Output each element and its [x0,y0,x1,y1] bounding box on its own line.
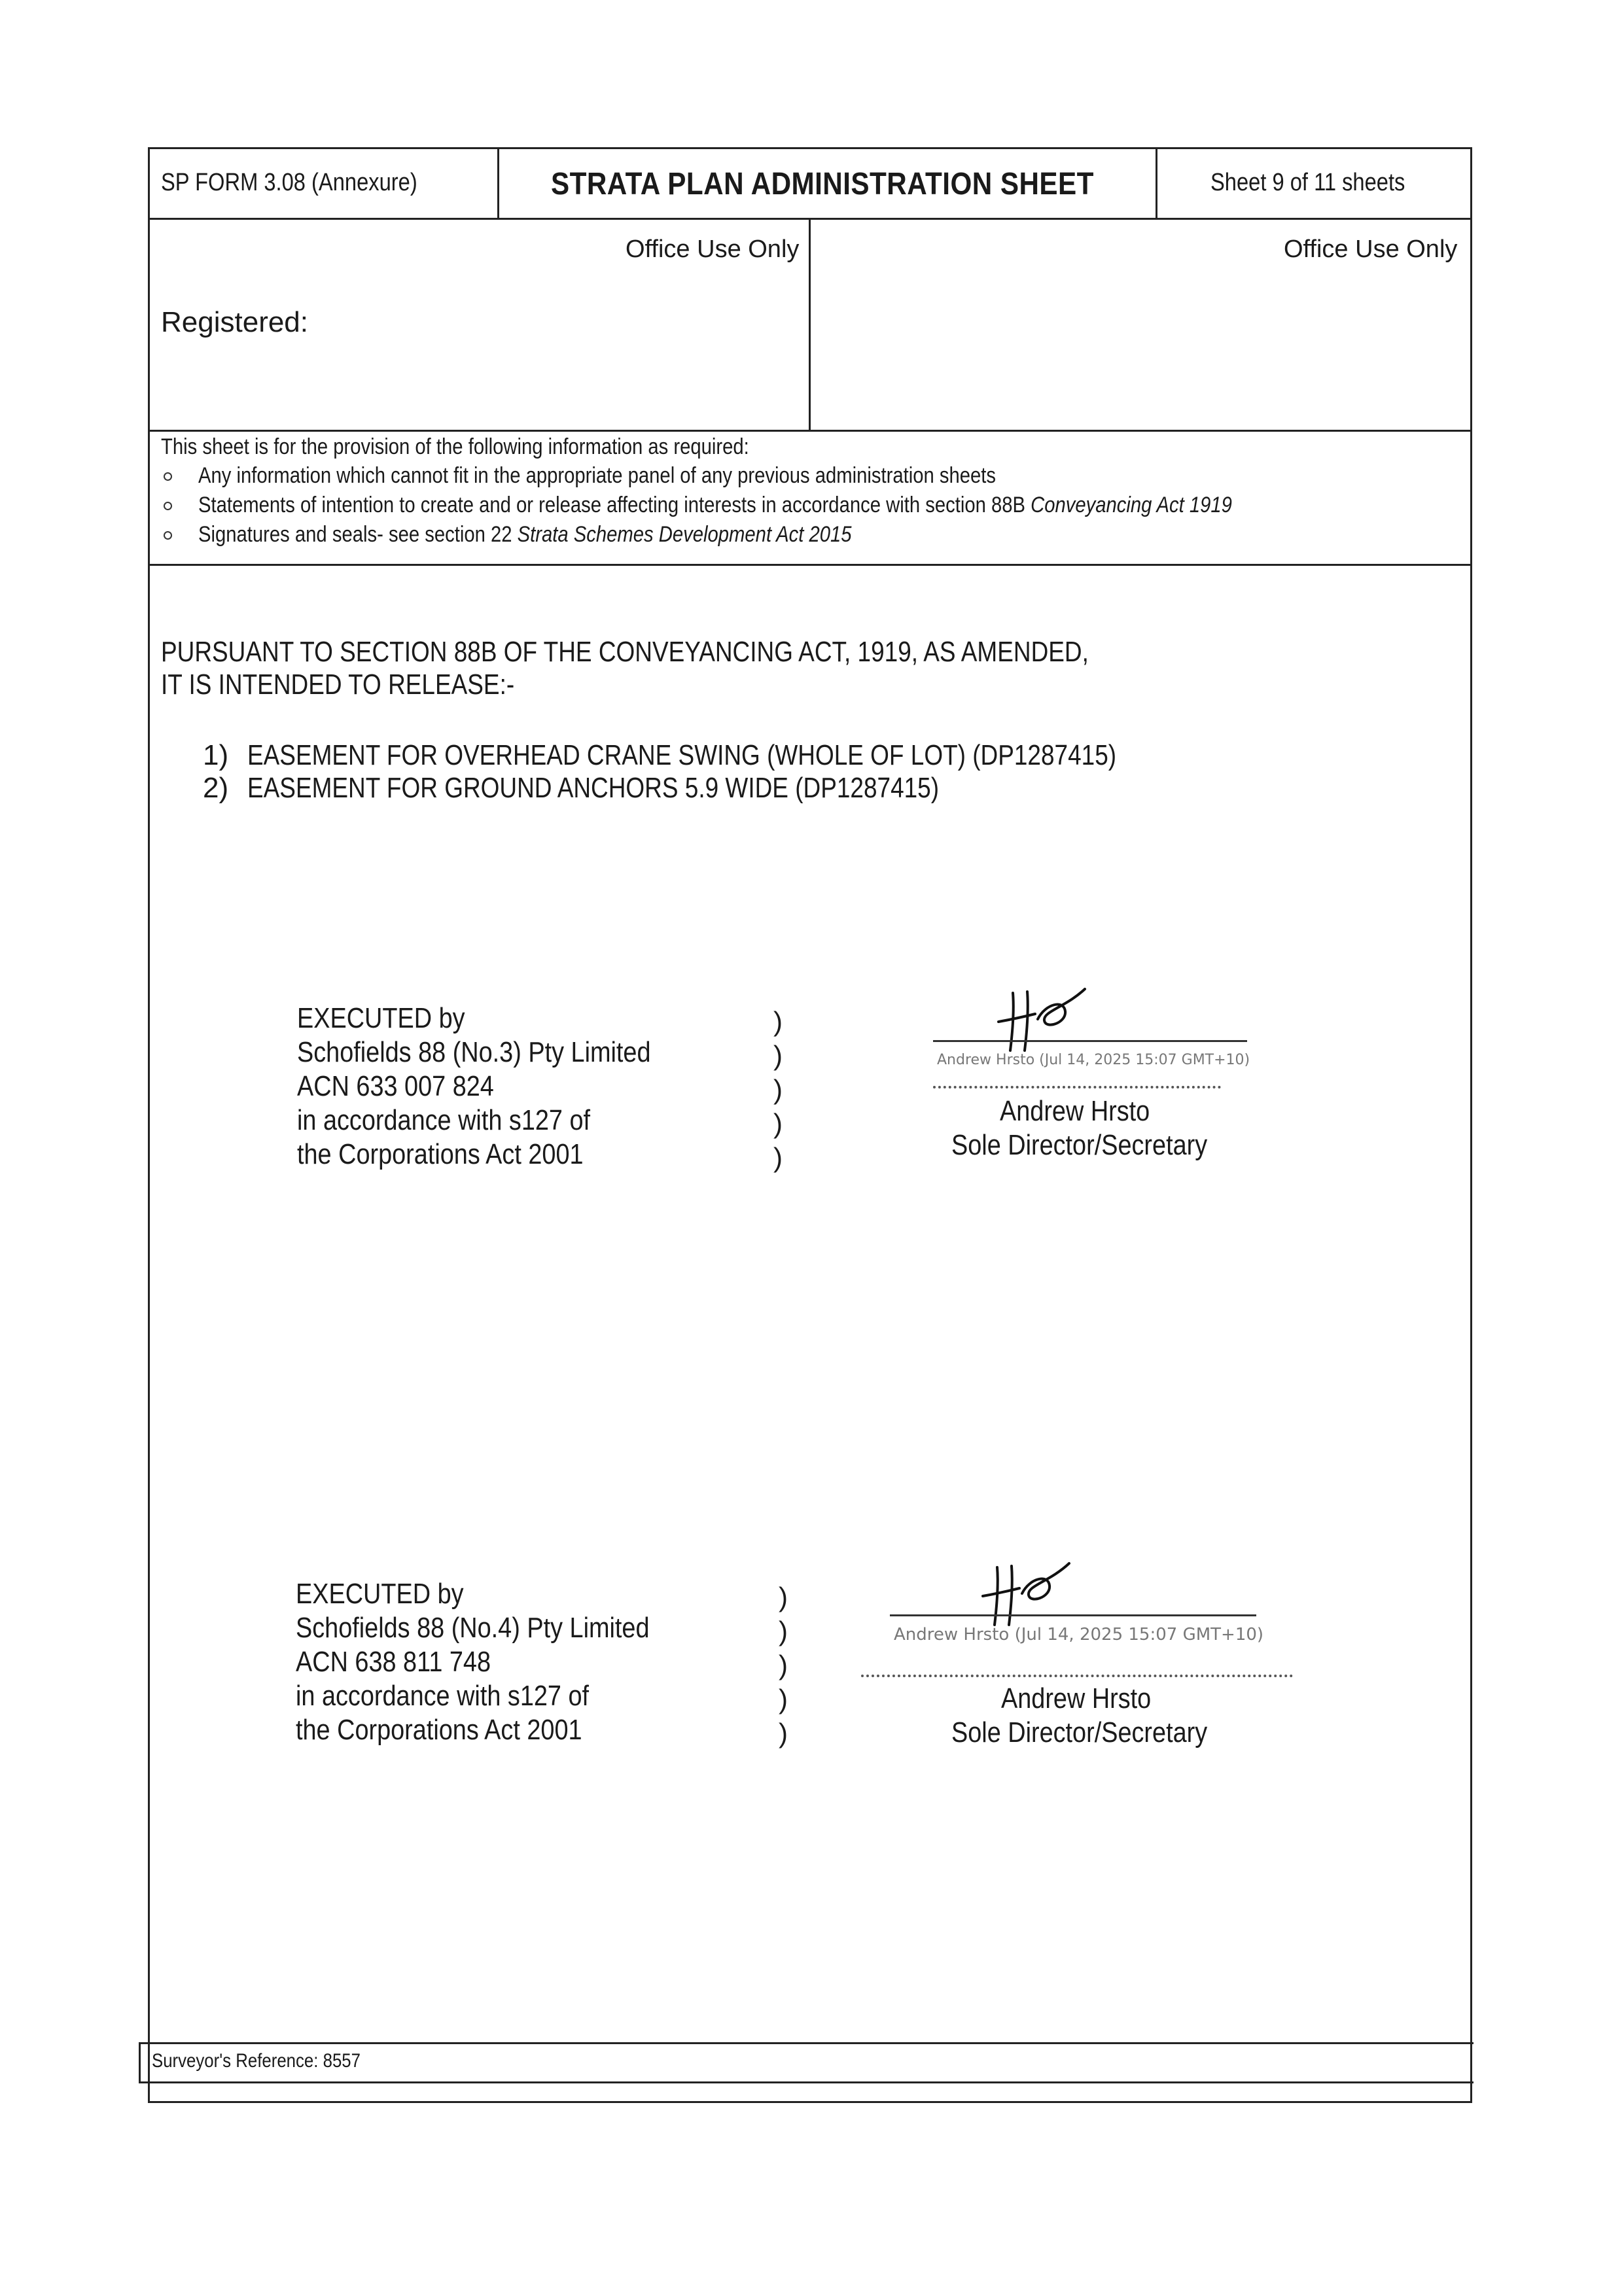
footer-left-edge [139,2042,141,2083]
info-divider [148,564,1472,566]
execution-2-line-3: ACN 638 811 748 [296,1646,491,1678]
execution-2-paren: ) [779,1582,788,1612]
form-title: STRATA PLAN ADMINISTRATION SHEET [551,167,1094,201]
execution-2-paren: ) [779,1616,788,1646]
footer-bottom-line [139,2081,1474,2083]
signature-1-mark [987,973,1104,1058]
signatory-1-role: Sole Director/Secretary [951,1129,1208,1161]
signatory-1-name: Andrew Hrsto [1000,1095,1150,1127]
signatory-2-role: Sole Director/Secretary [951,1716,1208,1748]
signatory-2-name: Andrew Hrsto [1001,1682,1152,1714]
execution-2-paren: ) [779,1650,788,1680]
bullet-icon [164,502,172,510]
execution-2-line-2: Schofields 88 (No.4) Pty Limited [296,1612,650,1644]
surveyor-reference: Surveyor's Reference: 8557 [152,2050,361,2072]
signature-1-dotted-line [933,1086,1221,1088]
info-bullet-3: Signatures and seals- see section 22 Strata Schemes Development Act 2015 [198,522,852,547]
footer-divider [139,2042,1474,2044]
execution-1-paren: ) [773,1040,783,1071]
execution-1-paren: ) [773,1142,783,1173]
header-sep-1 [497,147,499,219]
execution-2-paren: ) [779,1718,788,1748]
execution-1-line-2: Schofields 88 (No.3) Pty Limited [297,1036,651,1068]
signature-2-stamp: Andrew Hrsto (Jul 14, 2025 15:07 GMT+10) [894,1625,1264,1644]
form-label: SP FORM 3.08 (Annexure) [161,169,417,196]
execution-2-line-1: EXECUTED by [296,1578,464,1610]
release-item-2-number: 2) [203,772,229,804]
sheet-info: Sheet 9 of 11 sheets [1210,169,1405,196]
execution-1-paren: ) [773,1074,783,1105]
bullet-icon [164,472,172,481]
office-use-left-label: Office Use Only [626,235,800,263]
execution-1-line-4: in accordance with s127 of [297,1104,591,1136]
signature-1-line [933,1040,1247,1042]
bullet-icon [164,531,172,540]
pursuant-line-1: PURSUANT TO SECTION 88B OF THE CONVEYANCING ACT, 1919, AS AMENDED, [161,636,1089,668]
execution-1-paren: ) [773,1006,783,1037]
registered-label: Registered: [161,306,309,338]
office-use-right-label: Office Use Only [1284,235,1458,263]
office-sep [809,218,811,431]
execution-1-line-3: ACN 633 007 824 [297,1070,494,1102]
signature-2-line [890,1614,1256,1616]
signature-1-stamp: Andrew Hrsto (Jul 14, 2025 15:07 GMT+10) [937,1052,1250,1068]
info-bullet-2: Statements of intention to create and or release affecting interests in accordance with section 88B Conveyancing Act 1919 [198,493,1232,517]
signature-2-dotted-line [861,1675,1293,1677]
execution-2-paren: ) [779,1684,788,1714]
release-item-1-text: EASEMENT FOR OVERHEAD CRANE SWING (WHOLE OF LOT) (DP1287415) [247,739,1117,771]
signature-2-mark [971,1548,1089,1633]
release-item-1-number: 1) [203,739,229,771]
execution-1-paren: ) [773,1108,783,1139]
execution-2-line-4: in accordance with s127 of [296,1680,590,1712]
office-divider [148,430,1472,432]
pursuant-line-2: IT IS INTENDED TO RELEASE:- [161,669,515,701]
execution-2-line-5: the Corporations Act 2001 [296,1714,582,1746]
info-intro: This sheet is for the provision of the following information as required: [161,434,749,459]
execution-1-line-5: the Corporations Act 2001 [297,1138,584,1170]
info-bullet-1: Any information which cannot fit in the appropriate panel of any previous administration sheets [198,463,997,488]
execution-1-line-1: EXECUTED by [297,1002,465,1034]
release-item-2-text: EASEMENT FOR GROUND ANCHORS 5.9 WIDE (DP1287415) [247,772,940,804]
